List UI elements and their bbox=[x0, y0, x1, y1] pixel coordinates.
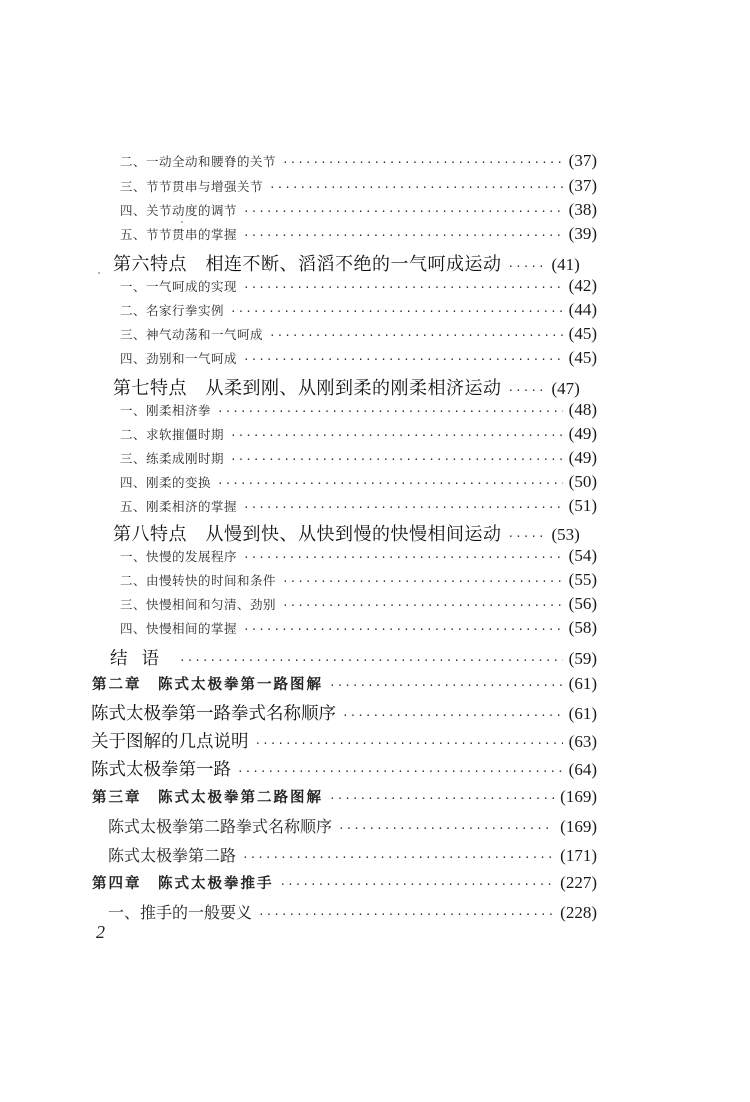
toc-entry bbox=[120, 276, 597, 296]
toc-entry-title: 四、关节动度的调节 bbox=[120, 203, 238, 218]
toc-entry-feature bbox=[113, 520, 597, 546]
toc-entry-section bbox=[91, 756, 597, 781]
toc-entry bbox=[120, 400, 597, 420]
toc-entry-title: 第二章 陈式太极拳第一路图解 bbox=[92, 676, 323, 693]
leader-dots bbox=[255, 737, 563, 750]
leader-dots bbox=[269, 181, 563, 194]
toc-entry-feature bbox=[113, 250, 597, 276]
toc-entry bbox=[108, 814, 597, 837]
leader-dots bbox=[280, 878, 555, 891]
toc-entry-chapter bbox=[92, 872, 597, 893]
toc-entry bbox=[120, 472, 597, 492]
toc-entry-title: 一、一气呵成的实现 bbox=[120, 279, 238, 294]
toc-entry bbox=[120, 424, 597, 444]
leader-dots bbox=[243, 229, 563, 242]
toc-entry bbox=[120, 300, 597, 320]
leader-dots bbox=[230, 429, 563, 442]
toc-entry-page: (61) bbox=[568, 674, 597, 693]
leader-dots bbox=[508, 530, 546, 543]
toc-entry bbox=[108, 843, 597, 866]
page-number: 2 bbox=[96, 922, 105, 942]
toc-entry-section bbox=[91, 728, 597, 753]
toc-entry-title: 第七特点 从柔到刚、从刚到柔的刚柔相济运动 bbox=[113, 378, 502, 399]
toc-entry-title: 一、推手的一般要义 bbox=[108, 903, 253, 922]
toc-entry-page: (50) bbox=[568, 472, 597, 491]
toc-entry bbox=[120, 324, 597, 344]
toc-entry-title: 陈式太极拳第二路拳式名称顺序 bbox=[108, 817, 333, 836]
toc-entry-page: (37) bbox=[568, 176, 597, 195]
leader-dots bbox=[342, 709, 563, 722]
toc-entry-title: 五、节节贯串的掌握 bbox=[120, 227, 238, 242]
toc-entry bbox=[120, 546, 597, 566]
leader-dots bbox=[243, 353, 563, 366]
toc-entry-page: (53) bbox=[551, 525, 580, 544]
toc-entry-title: 第八特点 从慢到快、从快到慢的快慢相间运动 bbox=[113, 524, 502, 545]
toc-entry bbox=[120, 200, 597, 220]
toc-entry bbox=[120, 224, 597, 244]
toc-entry-chapter bbox=[92, 673, 597, 694]
toc-entry-title: 二、由慢转快的时间和条件 bbox=[120, 573, 277, 588]
toc-entry bbox=[120, 570, 597, 590]
toc-entry-title: 三、神气动荡和一气呵成 bbox=[120, 327, 264, 342]
toc-entry-page: (58) bbox=[568, 618, 597, 637]
toc-entry-title: 陈式太极拳第一路 bbox=[91, 760, 231, 780]
leader-dots bbox=[243, 281, 563, 294]
leader-dots bbox=[242, 851, 554, 864]
toc-entry-title: 四、劲别和一气呵成 bbox=[120, 351, 238, 366]
leader-dots bbox=[258, 908, 554, 921]
toc-entry-title: 三、练柔成刚时期 bbox=[120, 451, 225, 466]
toc-entry-page: (227) bbox=[560, 873, 597, 892]
toc-entry-title: 二、名家行拳实例 bbox=[120, 303, 225, 318]
toc-entry-page: (228) bbox=[560, 903, 597, 922]
leader-dots bbox=[179, 654, 563, 667]
toc-entry-page: (55) bbox=[568, 570, 597, 589]
leader-dots bbox=[338, 822, 554, 835]
toc-entry-page: (47) bbox=[551, 379, 580, 398]
toc-entry-title: 关于图解的几点说明 bbox=[91, 732, 249, 752]
scan-speck bbox=[98, 272, 100, 274]
toc-entry-title: 四、刚柔的变换 bbox=[120, 475, 212, 490]
leader-dots bbox=[269, 329, 563, 342]
leader-dots bbox=[329, 792, 554, 805]
toc-entry-page: (45) bbox=[568, 324, 597, 343]
toc-entry-title: 陈式太极拳第二路 bbox=[108, 846, 237, 865]
toc-entry-title: 第六特点 相连不断、滔滔不绝的一气呵成运动 bbox=[113, 254, 502, 275]
toc-entry bbox=[120, 176, 597, 196]
toc-entry-page: (51) bbox=[568, 496, 597, 515]
toc-entry bbox=[120, 151, 597, 171]
toc-entry-section bbox=[91, 700, 597, 725]
toc-entry-page: (49) bbox=[568, 424, 597, 443]
leader-dots bbox=[230, 453, 563, 466]
leader-dots bbox=[217, 405, 563, 418]
toc-entry-page: (169) bbox=[560, 817, 597, 836]
leader-dots bbox=[217, 477, 563, 490]
toc-entry-title: 第四章 陈式太极拳推手 bbox=[92, 875, 274, 892]
leader-dots bbox=[282, 599, 563, 612]
leader-dots bbox=[508, 384, 546, 397]
toc-entry-chapter bbox=[92, 786, 597, 807]
toc-entry-page: (44) bbox=[568, 300, 597, 319]
leader-dots bbox=[243, 501, 563, 514]
toc-entry-page: (54) bbox=[568, 546, 597, 565]
toc-entry-page: (171) bbox=[560, 846, 597, 865]
toc-entry-page: (63) bbox=[568, 732, 597, 751]
toc-entry-title: 结语 bbox=[110, 649, 173, 669]
toc-entry-title: 一、快慢的发展程序 bbox=[120, 549, 238, 564]
toc-entry bbox=[108, 900, 597, 923]
toc-entry-page: (48) bbox=[568, 400, 597, 419]
toc-entry-page: (59) bbox=[568, 649, 597, 668]
toc-entry bbox=[120, 618, 597, 638]
toc-entry bbox=[120, 594, 597, 614]
leader-dots bbox=[243, 623, 563, 636]
toc-entry-feature bbox=[113, 374, 597, 400]
toc-entry-page: (42) bbox=[568, 276, 597, 295]
toc-entry-page: (61) bbox=[568, 704, 597, 723]
toc-entry-title: 三、节节贯串与增强关节 bbox=[120, 179, 264, 194]
toc-entry-page: (38) bbox=[568, 200, 597, 219]
toc-entry bbox=[120, 496, 597, 516]
toc-entry bbox=[120, 348, 597, 368]
toc-entry-page: (41) bbox=[551, 255, 580, 274]
leader-dots bbox=[329, 679, 563, 692]
leader-dots bbox=[243, 205, 563, 218]
leader-dots bbox=[282, 156, 563, 169]
toc-entry-page: (37) bbox=[568, 151, 597, 170]
toc-entry-page: (56) bbox=[568, 594, 597, 613]
leader-dots bbox=[508, 260, 546, 273]
toc-entry-page: (39) bbox=[568, 224, 597, 243]
leader-dots bbox=[230, 305, 563, 318]
leader-dots bbox=[243, 551, 563, 564]
toc-entry-page: (49) bbox=[568, 448, 597, 467]
toc-entry-title: 三、快慢相间和匀清、劲别 bbox=[120, 597, 277, 612]
leader-dots bbox=[282, 575, 563, 588]
toc-entry-page: (64) bbox=[568, 760, 597, 779]
toc-entry-title: 二、求软摧僵时期 bbox=[120, 427, 225, 442]
toc-entry-title: 四、快慢相间的掌握 bbox=[120, 621, 238, 636]
toc-entry bbox=[120, 448, 597, 468]
toc-entry-title: 第三章 陈式太极拳第二路图解 bbox=[92, 789, 323, 806]
leader-dots bbox=[237, 765, 563, 778]
toc-entry-title: 一、刚柔相济拳 bbox=[120, 403, 212, 418]
toc-entry-title: 五、刚柔相济的掌握 bbox=[120, 499, 238, 514]
toc-entry-conclusion bbox=[110, 645, 597, 670]
toc-entry-title: 二、一动全动和腰脊的关节 bbox=[120, 154, 277, 169]
toc-entry-page: (169) bbox=[560, 787, 597, 806]
scan-speck bbox=[181, 221, 183, 223]
toc-entry-title: 陈式太极拳第一路拳式名称顺序 bbox=[91, 704, 336, 724]
toc-entry-page: (45) bbox=[568, 348, 597, 367]
